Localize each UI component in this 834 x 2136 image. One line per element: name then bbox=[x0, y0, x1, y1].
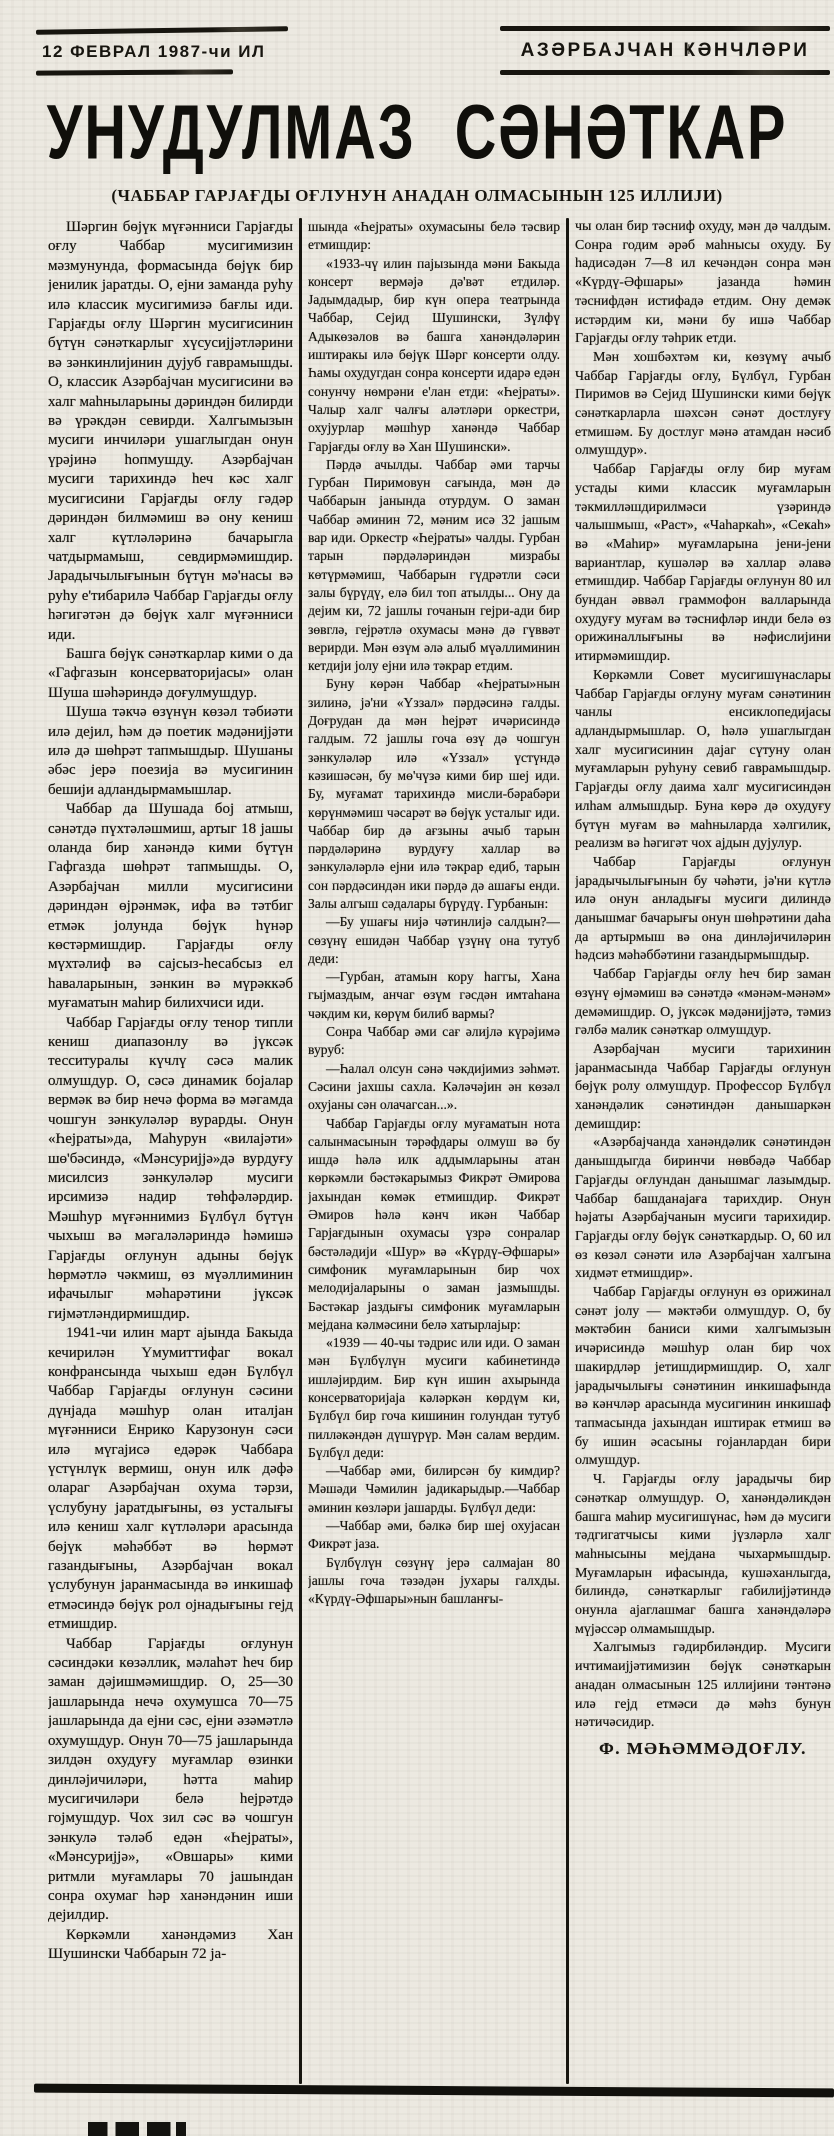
column-1 bbox=[48, 218, 293, 2084]
paragraph: чы олан бир тәсниф охуду, мән дә чалдым. Сонра годим әрәб маһнысы охуду. Бу һадисәдән 7—8 ил кечәндән сонра мән «Күрдү-Әфшары» јазанда һәмин тәснифдән истифадә етдим. Ону демәк истәрдим ки, мәни бу ишә Чаббар Гарјағды оғлу тәһрик етди. bbox=[575, 219, 831, 347]
paragraph: «1933-чү илин пајызында мәни Бакыда консерт вермәјә дә'вәт етдиләр. Јадымдадыр, бир күн опера театрында Чаббар, Сејид Шушински, Зүлфү Адыкөзәлов вә башга ханәндәләрин иштиракы илә бөјүк Шәрг консерти олду. Һамы охудугдан сонра консерти идарә едән сонунчу нөмрәни е'лан етди: «Һејраты». Чалыр халг чалғы аләтләри оркестри, охујурлар мәшһур ханәндә Чаббар Гарјағды оғлу вә Хан Шушински». bbox=[308, 255, 560, 454]
column-3 bbox=[575, 218, 831, 2084]
paragraph: Шәргин бөјүк мүғәнниси Гарјағды оғлу Чаббар мусигимизин мәзмунунда, формасында бөјүк бир јенилик јаратды. О, ејни заманда руһу илә классик мусигимизә бағлы иди. Гарјағды оғлу Шәргин мусигисинин бүтүн сәнәткарлыг хүсусијјәтләрини вә зәнкинлијинин дујуб гаврамышды. О, классик Азәрбајчан мусигисини вә халг маһныларыны дәриндән билирди вә үрәкдән севирди. Халгымызын мусиги инчиләри ушаглыгдан онун үрәјинә һопмушду. Азәрбајчан мусиги тарихиндә һеч кәс халг мусигисини Гарјағды оғлу гәдәр дәриндән билмәмиш вә ону кениш халг күтләләринә бачарыгла чатдырмамыш, севдирмәмишдир. Јарадычылығынын бүтүн мә'насы вә руһу е'тибарилә Чаббар Гарјағды оғлу һәгигәтән дә бөјүк халг мүғәнниси иди. bbox=[48, 219, 293, 643]
header-masthead-block bbox=[500, 26, 830, 75]
article-subtitle: (ЧАББАР ГАРЈАҒДЫ ОҒЛУНУН АНАДАН ОЛМАСЫНЫН 125 ИЛЛИЈИ) bbox=[111, 186, 723, 205]
paragraph: 1941-чи илин март ајында Бакыда кечирилән Үмумиттифаг вокал конфрансында чыхыш едән Бүлбүл Чаббар Гарјағды оғлунун сәсини дүнјада мәшһур олан италјан мүғәнниси Енрико Карузонун сәси илә мүгајисә едәрәк Чаббара үстүнлүк вермиш, онун илк дәфә олараг Азәрбајчан охума тәрзи, үслубуну јаратдығыны, өз усталығы илә кениш халг күтләләри арасында бөјүк мәһәббәт вә һөрмәт газандығыны, Азәрбајчан вокал үслубунун јаранмасында вә инкишаф етмәсиндә бөјүк рол ојнадығыны гејд етмишдир. bbox=[48, 1325, 293, 1633]
paragraph: Ч. Гарјағды оғлу јарадычы бир сәнәткар олмушдур. О, ханәндәликдән башга маһир мусигишүнас, һәм дә мусиги тәдгигатчысы кими јүзләрлә халг маһнысыны мејдана чыхармышдыр. Муғамларын ифасында, кушәханлыгда, билиндә, сәнәткарлыг габилијјәтиндә онунла ајаглашмаг башга ханәндәләрә мүјәссәр олмамышдыр. bbox=[575, 1472, 831, 1637]
paragraph: Чаббар Гарјағды оғлунун өз орижинал сәнәт јолу — мәктәби олмушдур. О, бу мәктәбин баниси кими халгымызын ичәрисиндә мәшһур олан бир чох шакирдләр јетишдирмишдир. О, халг јарадычылығы сәнәтинин инкишафында вә кәнчләр арасында мусигинин инкишаф тапмасында јахындан иштирак етмиш вә бу ишин әсасыны гојанлардан бири олмушдур. bbox=[575, 1285, 831, 1469]
paragraph: Халгымыз гәдирбиләндир. Мусиги ичтимаијјәтимизин бөјүк сәнәткарын анадан олмасынын 125 иллијини тәнтәнә илә гејд етмәси дә мәһз бунун нәтичәсидир. bbox=[575, 1640, 831, 1731]
paragraph: «Азәрбајчанда ханәндәлик сәнәтиндән данышдыгда биринчи нөвбәдә Чаббар Гарјағды оғлундан данышмаг лазымдыр. Чаббар башданајаға тарихдир. Онун һәјаты Азәрбајчанын мусиги тарихидир. Гарјағды оғлу бөјүк сәнәткардыр. О, 60 ил өз көзәл сәнәти илә Азәрбајчан халгына хидмәт етмишдир». bbox=[575, 1135, 831, 1282]
paragraph: Чаббар Гарјағды оғлунун сәсиндәки көзәллик, мәлаһәт һеч бир заман дәјишмәмишдир. О, 25—30 јашларында нечә охумушса 70—75 јашларында да ејни сәс, ејни әзәмәтлә охумушдур. Онун 70—75 јашларында зилдән охудуғу муғамлар өзинки динләјичиләри, һәтта маһир мусигичиләри белә һејрәтдә гојмушдур. Чох зил сәс вә чошгун зәнкулә тәләб едән «Һејраты», «Мәнсуријјә», «Овшары» кими ритмли муғамлары 70 јашындан сонра охумаг һәр ханәндәнин иши дејилдир. bbox=[48, 1635, 293, 1924]
paragraph: Азәрбајчан мусиги тарихинин јаранмасында Чаббар Гарјағды оғлунун бөјүк ролу олмушдур. Профессор Бүлбүл ханәндәлик сәнәтиндән данышаркән демишдир: bbox=[575, 1041, 831, 1132]
column-2 bbox=[308, 218, 560, 2084]
newspaper-name: АЗӘРБАЈЧАН ҜӘНЧЛӘРИ bbox=[520, 40, 810, 61]
paragraph: —Һалал олсун сәнә чәкдијимиз зәһмәт. Сәсини јахшы сахла. Кәләчәјин ән көзәл охујаны сән олачагсан...». bbox=[308, 1060, 560, 1113]
paragraph: Буну көрән Чаббар «Һејраты»нын зилинә, јә'ни «Үззал» пәрдәсинә галды. Доғрудан да мән һејрәт ичәрисиндә галдым. 72 јашлы гоча өзү дә чошгун зәнкуләләр илә «Үззал» үстүндә кәзишәсән, бу мө'чүзә кими бир шеј иди. Бу, муғамат тарихиндә мисли-бәрабәри көрүнмәмиш чәсарәт вә бөјүк усталыг иди. Чаббар бир дә ағзыны ачыб тарын пәрдәләринә вурдуғу халлар вә зәнкуләләрлә ејни илә тәкрар едиб, тарын сон пәрдәсиндән ики пәрдә дә ашағы енди. Залы алгыш сәдалары бүрүдү. Гурбанын: bbox=[308, 676, 560, 911]
paragraph: Шуша тәкчә өзүнүн көзәл тәбиәти илә дејил, һәм дә поетик мәдәнијјәти илә дә шөһрәт тапмышдыр. Шушаны әбәс јерә поезија вә мусигинин бешији адландырмамышлар. bbox=[48, 704, 293, 798]
paragraph: Чаббар Гарјағды оғлунун јарадычылығынын бу чәһәти, јә'ни күтлә илә онун анладығы мусиги дилиндә данышмаг бачарығы онун шөһрәтини даһа да артырмыш вә она динләјичиләрин һәдсиз мәһәббәтини газандырмышдыр. bbox=[575, 854, 831, 964]
header-rule-bottom-left bbox=[36, 69, 233, 75]
header-rule-bottom-right bbox=[500, 70, 830, 75]
issue-date: 12 ФЕВРАЛ 1987-чи ИЛ bbox=[42, 42, 266, 61]
column-divider-1 bbox=[299, 218, 302, 2084]
column-2-text bbox=[308, 218, 560, 1609]
column-3-text bbox=[575, 218, 831, 1733]
paragraph: Чаббар Гарјағды оғлу муғаматын нота салынмасынын тәрәфдары олмуш вә бу ишдә һәлә илк аддымларыны атан көркәмли бәстәкарымыз Фикрәт Әмирова јахындан көмәк етмишдир. Фикрәт Әмиров һәлә кәнч икән Чаббар Гарјағдынын охумасы үзрә сонралар бәстәләдији «Шур» вә «Күрдү-Әфшары» симфоник муғамларынын бир чох мелодијаларыны о заман јазмышды. Бәстәкар јаздығы симфоник муғамларын мејдана кәлмәсини белә хатырлајыр: bbox=[308, 1115, 560, 1332]
bottom-separator-rule bbox=[34, 2084, 834, 2098]
paragraph: —Гурбан, атамын кору һаггы, Хана гыјмаздым, анчаг өзүм гәсдән имтаһана чәкдим ки, көрүм билиб вармы? bbox=[308, 969, 560, 1021]
paragraph: Чаббар Гарјағды оғлу тенор типли кениш диапазонлу вә јүксәк тесситуралы күчлү сәсә малик олмушдур. О, сәсә динамик бојалар вермәк вә бир нечә форма вә мәгамда чошгун зәнкуләләр вурарды. Онун «Һејраты»да, Маһурун «вилајәти» шө'бәсиндә, «Мәнсуријјә»дә вурдуғу мисилсиз зәнкуләләр мусиги ирсимизә надир төһфәләрдир. Мәшһур мүғәннимиз Бүлбүл бүтүн чыхыш вә мәгаләләриндә һәмишә Гарјағды оғлунун адыны бөјүк һөрмәтлә чәкмиш, өз мүәллиминин ифачылыг мәһарәтини јүксәк гијмәтләндирмишдир. bbox=[48, 1014, 293, 1322]
article-title: УНУДУЛМАЗ СӘНӘТКАР bbox=[46, 89, 788, 176]
paragraph: Көркәмли Совет мусигишүнаслары Чаббар Гарјағды оғлуну муғам сәнәтинин чанлы енсиклопедијасы адландырмышлар. О, һәлә ушаглыгдан халг мусигисинин дајаг сүтуну олан муғамларын руһуну севиб гаврамышдыр. Гарјағды оғлу даима халг мусигисиндән илһам алмышдыр. Буна көрә дә охудуғу бүтүн муғам вә маһныларда хәлгилик, реализм вә һәгигәт чох ајдын дујулур. bbox=[575, 667, 831, 852]
paragraph: Чаббар Гарјағды оғлу бир муғам устады кими классик муғамларын тәкмилләшдирилмәси үзәриндә чалышмыш, «Раст», «Чаһаркаһ», «Сеҝаһ» вә «Маһир» муғамларына јени-јени вариантлар, кушәләр вә халлар әлавә етмишдир. Чаббар Гарјағды оғлунун 80 ил бундан әввәл граммофон валларында охудуғу муғам вә тәснифләр инди белә өз орижиналлығыны вә нәфислијини итирмәмишдир. bbox=[575, 462, 831, 665]
paragraph: «1939 — 40-чы тәдрис или иди. О заман мән Бүлбүлүн мусиги кабинетиндә ишләјирдим. Бир күн ишин ахырында консерваторијаја кәләркән көрдүм ки, Бүлбүл бир гоча кишинин голундан тутуб пилләкәндән дүшүрүр. Мән салам вердим. Бүлбүл деди: bbox=[308, 1335, 560, 1460]
paragraph: —Чаббар әми, бәлкә бир шеј охујасан Фикрәт јаза. bbox=[308, 1518, 560, 1552]
paragraph: Мән хошбәхтәм ки, көзүмү ачыб Чаббар Гарјағды оғлу, Бүлбүл, Гурбан Пиримов вә Сејид Шушински кими бөјүк сәнәткарларла шәхсән сәнәт достлуғу етмишәм. Бу достлуг мәнә атамдан нәсиб олмушдур». bbox=[575, 349, 831, 459]
paragraph: —Бу ушағы нијә чәтинлијә салдын?—сөзүнү ешидән Чаббар үзүнү она тутуб деди: bbox=[308, 914, 560, 966]
header-date-block bbox=[36, 28, 288, 75]
paragraph: Сонра Чаббар әми сағ әлијлә күрәјимә вуруб: bbox=[308, 1024, 560, 1058]
column-1-text bbox=[48, 218, 293, 1965]
paragraph: —Чаббар әми, билирсән бу кимдир? Мәшәди Чәмилин јадикарыдыр.—Чаббар әминин көзләри јашарды. Бүлбүл деди: bbox=[308, 1463, 560, 1515]
article-body bbox=[48, 218, 831, 2084]
paragraph: Пәрдә ачылды. Чаббар әми тарчы Гурбан Пиримовун сағында, мән дә Чаббарын јанында отурдум. О заман Чаббар әминин 72, мәним исә 32 јашым вар иди. Оркестр «Һејраты» чалды. Гурбан тарын пәрдәләриндән мизрабы көтүрмәмиш, Чаббарын гүдрәтли сәси залы бүрүдү, елә бил топ атылды... Ону да дејим ки, 72 јашлы гочанын гејри-ади бир зөвглә, гејрәтлә охумасы мәнә дә гүввәт верирди. Мән өзүм әлә алыб мүәллиминин кетдији јолу ејни илә тәкрар етдим. bbox=[308, 456, 560, 674]
cut-off-headline-fragment bbox=[88, 2122, 186, 2136]
paragraph: Башга бөјүк сәнәткарлар кими о да «Гафгазын консерваторијасы» олан Шуша шәһәриндә доғулмушдур. bbox=[48, 645, 293, 701]
author-signature: Ф. МӘҺӘММӘДОҒЛУ. bbox=[599, 1738, 807, 1758]
column-divider-2 bbox=[566, 218, 569, 2084]
paragraph: Чаббар Гарјағды оғлу һеч бир заман өзүнү өјмәмиш вә сәнәтдә «мәнәм-мәнәм» демәмишдир. О, јүксәк мәдәнијјәтә, тәмиз гәлбә малик сәнәткар олмушдур. bbox=[575, 967, 831, 1039]
paragraph: шында «Һејраты» охумасыны белә тәсвир етмишдир: bbox=[308, 219, 560, 253]
paragraph: Көркәмли ханәндәмиз Хан Шушински Чаббарын 72 ја- bbox=[48, 1926, 293, 1963]
paragraph: Чаббар да Шушада бој атмыш, сәнәтдә пүхтәләшмиш, артыг 18 јашы оланда бир ханәндә кими бүтүн Гафгазда шөһрәт тапмышды. О, Азәрбајчан милли мусигисини дәриндән өјрәнмәк, ифа вә тәтбиг етмәк јолунда бөјүк һүнәр көстәрмишдир. Гарјағды оғлу мүхтәлиф вә сајсыз-һесабсыз ел һаваларынын, зәнкин вә мүрәккәб муғаматын маһир билихчиси иди. bbox=[48, 801, 293, 1012]
paragraph: Бүлбүлүн сөзүнү јерә салмајан 80 јашлы гоча тәзәдән јухары галхды. «Күрдү-Әфшары»нын башланғы- bbox=[308, 1554, 560, 1607]
